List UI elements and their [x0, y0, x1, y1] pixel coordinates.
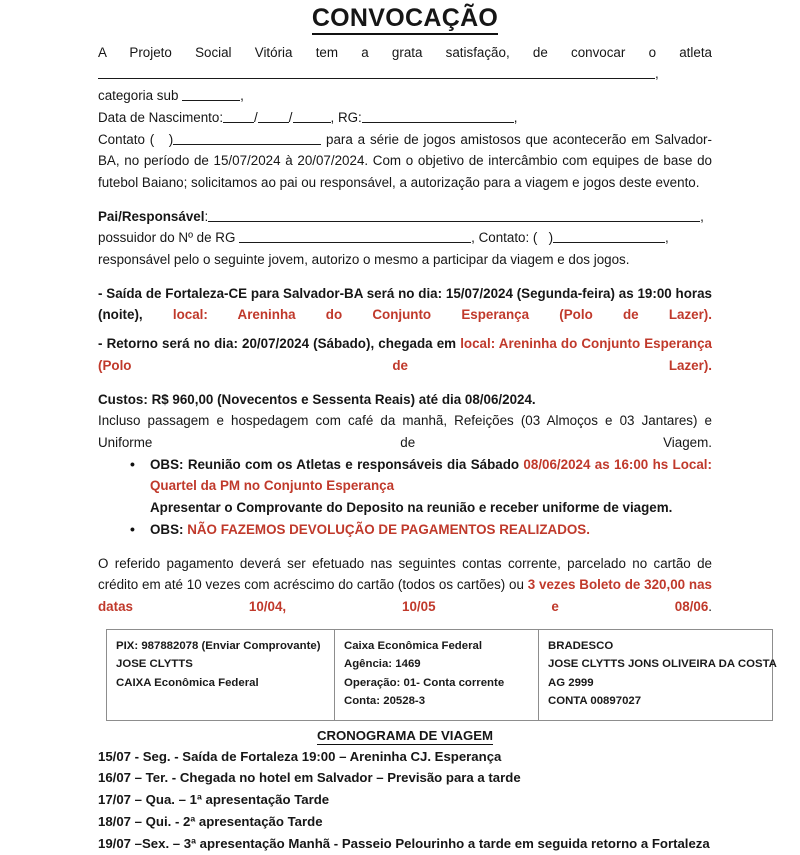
spacer — [98, 377, 712, 389]
athlete-name-line — [98, 63, 712, 106]
bank-line: CONTA 00897027 — [548, 695, 642, 708]
schedule-title — [98, 728, 712, 743]
list-item-obs-2 — [150, 519, 712, 541]
schedule-entry-5: 19/07 –Sex. – 3ª apresentação Manhã - Passeio Pelourinho a tarde em seguida retorno a Fortaleza — [98, 836, 710, 852]
birth-day-field[interactable] — [223, 109, 254, 123]
categoria-sub-field[interactable] — [182, 87, 240, 101]
bank-line: JOSE CLYTTS — [116, 658, 193, 671]
guardian-name-line — [98, 206, 712, 228]
schedule-entry-4: 18/07 – Qui. - 2ª apresentação Tarde — [98, 814, 323, 830]
schedule-entry-1: 15/07 - Seg. - Saída de Fortaleza 19:00 – Areninha CJ. Esperança — [98, 748, 502, 764]
guardian-colon: : — [204, 208, 209, 224]
payment-paragraph — [98, 553, 712, 618]
rg-tail: , — [513, 109, 518, 125]
birth-month-field[interactable] — [258, 109, 289, 123]
spacer — [98, 326, 712, 333]
page-title — [98, 4, 712, 33]
departure-line — [98, 283, 712, 326]
page-title-text: CONVOCAÇÃO — [312, 4, 498, 35]
table-row — [107, 629, 773, 720]
bank-line: JOSE CLYTTS JONS OLIVEIRA DA COSTA — [548, 658, 777, 671]
payment-text: O referido pagamento deverá ser efetuado nas seguintes contas corrente, parcelado no cartão de crédito em até 10 vezes com acréscimo do cartão (todos os cartões) ou — [98, 555, 712, 593]
obs1-highlight: 08/06/2024 as 16:00 hs Local: Quartel da PM no Conjunto Esperança — [150, 456, 712, 494]
guardian-rg-tail: , — [471, 230, 475, 246]
guardian-contato-field[interactable] — [553, 230, 665, 244]
bank-line: Conta: 20528-3 — [344, 695, 426, 708]
departure-location: local: Areninha do Conjunto Esperança (Polo de Lazer). — [172, 307, 712, 323]
spacer — [98, 271, 712, 283]
birth-year-field[interactable] — [293, 109, 331, 123]
bank-line: Agência: 1469 — [344, 658, 421, 671]
athlete-contato-field[interactable] — [173, 131, 321, 145]
return-line — [98, 333, 712, 376]
notes-list — [98, 454, 712, 541]
bank-accounts-table — [106, 629, 777, 721]
bank-line: AG 2999 — [548, 676, 594, 689]
list-item-obs-1 — [150, 454, 712, 519]
athlete-name-field[interactable] — [98, 66, 655, 80]
bank-line: Operação: 01- Conta corrente — [344, 676, 505, 689]
categoria-tail: , — [240, 88, 244, 104]
schedule-entry-2: 16/07 – Ter. - Chegada no hotel em Salvador – Previsão para a tarde — [98, 770, 521, 786]
obs1-text: OBS: Reunião com os Atletas e responsáveis dia Sábado — [150, 456, 520, 472]
guardian-contato-label: Contato: ( — [478, 230, 538, 246]
rg-label: , RG: — [330, 109, 362, 125]
guardian-rg-field[interactable] — [239, 230, 471, 244]
payment-tail: . — [708, 598, 712, 614]
intro-line-1: A Projeto Social Vitória tem a grata satisfação, de convocar o atleta — [98, 44, 712, 60]
guardian-label: Pai/Responsável — [98, 208, 205, 224]
guardian-tail: , — [700, 208, 704, 224]
birthdate-line — [98, 107, 712, 129]
bank-line: Caixa Econômica Federal — [344, 639, 483, 652]
date-slash-1: / — [254, 109, 258, 125]
obs2-text: OBS: — [150, 521, 184, 537]
bank-line: CAIXA Econômica Federal — [116, 676, 259, 689]
bank-line: BRADESCO — [548, 639, 614, 652]
costs-heading — [98, 389, 712, 411]
schedule-entry-3: 17/07 – Qua. – 1ª apresentação Tarde — [98, 792, 330, 808]
contato-paren: ) — [168, 131, 174, 147]
guardian-rg-label: possuidor do Nº de RG — [98, 230, 236, 246]
costs-included: Incluso passagem e hospedagem com café da manhã, Refeições (03 Almoços e 03 Jantares) e Uniforme de Viagem. — [98, 413, 712, 450]
bank-cell-caixa — [335, 629, 539, 720]
guardian-contato-tail: , — [665, 230, 669, 246]
obs2-highlight: NÃO FAZEMOS DEVOLUÇÃO DE PAGAMENTOS REALIZADOS. — [187, 521, 590, 537]
return-location: local: Areninha do Conjunto Esperança (Polo de Lazer). — [98, 336, 712, 373]
birthdate-label: Data de Nascimento: — [98, 109, 224, 125]
athlete-rg-field[interactable] — [362, 109, 514, 123]
return-text: - Retorno será no dia: 20/07/2024 (Sábado), chegada em — [98, 336, 457, 352]
costs-heading-text: Custos: R$ 960,00 (Novecentos e Sessenta Reais) até dia 08/06/2024. — [98, 391, 536, 407]
contato-label: Contato ( — [98, 131, 155, 147]
categoria-label: , categoria sub — [98, 66, 659, 104]
bank-line: PIX: 987882078 (Enviar Comprovante) — [116, 639, 321, 652]
spacer — [98, 194, 712, 206]
intro-body: para a série de jogos amistosos que acontecerão em Salvador-BA, no período de 15/07/2024 à 20/07/2024. Com o objetivo de intercâmbio com equipes de base do futebol Baiano; solicitamos ao pai ou responsável, a autorização para a viagem e jogos deste evento. — [98, 131, 712, 190]
bank-cell-pix — [107, 629, 335, 720]
guardian-contato-paren: ) — [548, 230, 554, 246]
departure-text: - Saída de Fortaleza-CE para Salvador-BA será no dia: 15/07/2024 (Segunda-feira) as 19:00 horas (noite), — [98, 285, 712, 323]
schedule-title-text: CRONOGRAMA DE VIAGEM — [316, 727, 494, 743]
obs1-subnote: Apresentar o Comprovante do Deposito na reunião e receber uniforme de viagem. — [150, 500, 673, 516]
contato-line — [98, 129, 712, 194]
payment-highlight: 3 vezes Boleto de 320,00 nas datas 10/04, 10/05 e 08/06 — [98, 577, 712, 614]
bank-cell-bradesco — [539, 629, 777, 720]
authorization-line: responsável pelo o seguinte jovem, autorizo o mesmo a participar da viagem e dos jogos. — [98, 252, 630, 268]
guardian-rg-line — [98, 227, 712, 249]
date-slash-2: / — [288, 109, 293, 125]
guardian-name-field[interactable] — [208, 208, 700, 222]
spacer — [98, 541, 712, 553]
